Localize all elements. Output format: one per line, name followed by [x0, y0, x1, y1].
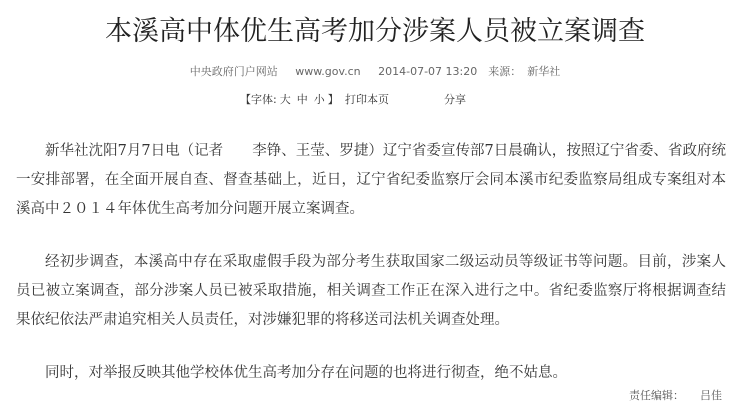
source-label: 来源：	[488, 65, 522, 78]
article-paragraph: 同时，对举报反映其他学校体优生高考加分存在问题的也将进行彻查，绝不姑息。	[45, 365, 567, 381]
editor-label: 责任编辑：	[629, 389, 684, 402]
publish-datetime: 2014-07-07 13:20	[378, 65, 478, 78]
font-size-small-link[interactable]: 小	[313, 93, 325, 106]
source-name: 新华社	[527, 65, 561, 78]
font-size-medium-link[interactable]: 中	[296, 93, 308, 106]
font-size-large-link[interactable]: 大	[279, 93, 291, 106]
article-paragraph: 新华社沈阳7月7日电（记者 李铮、王莹、罗捷）辽宁省委宣传部7日晨确认，按照辽宁省委、省政府统一安排部署，在全面开展自查、督查基础上，近日，辽宁省纪委监察厅会同本溪市纪委监察局组成专案组对本溪高中２０１４年体优生高考加分问题开展立案调查。	[16, 143, 726, 217]
article-paragraph: 经初步调查，本溪高中存在采取虚假手段为部分考生获取国家二级运动员等级证书等问题。目前，涉案人员已被立案调查，部分涉案人员已被采取措施，相关调查工作正在深入进行之中。省纪委监察厅将根据调查结果依纪依法严肃追究相关人员责任，对涉嫌犯罪的将移送司法机关调查处理。	[16, 254, 726, 328]
article-body	[16, 137, 726, 412]
share-link[interactable]: 分享	[444, 93, 466, 106]
font-size-selector	[240, 92, 339, 108]
site-url: www.gov.cn	[295, 65, 361, 78]
article-title: 本溪高中体优生高考加分涉案人员被立案调查	[105, 16, 645, 47]
article-toolbar	[0, 92, 750, 108]
print-page-link[interactable]: 打印本页	[345, 93, 389, 106]
font-size-label: 【字体:	[240, 93, 277, 106]
source-site: 中央政府门户网站	[189, 65, 278, 78]
article-meta	[0, 64, 750, 80]
editor-name: 吕佳	[700, 389, 722, 402]
responsible-editor	[629, 389, 722, 403]
font-size-label-end: 】	[327, 93, 339, 106]
